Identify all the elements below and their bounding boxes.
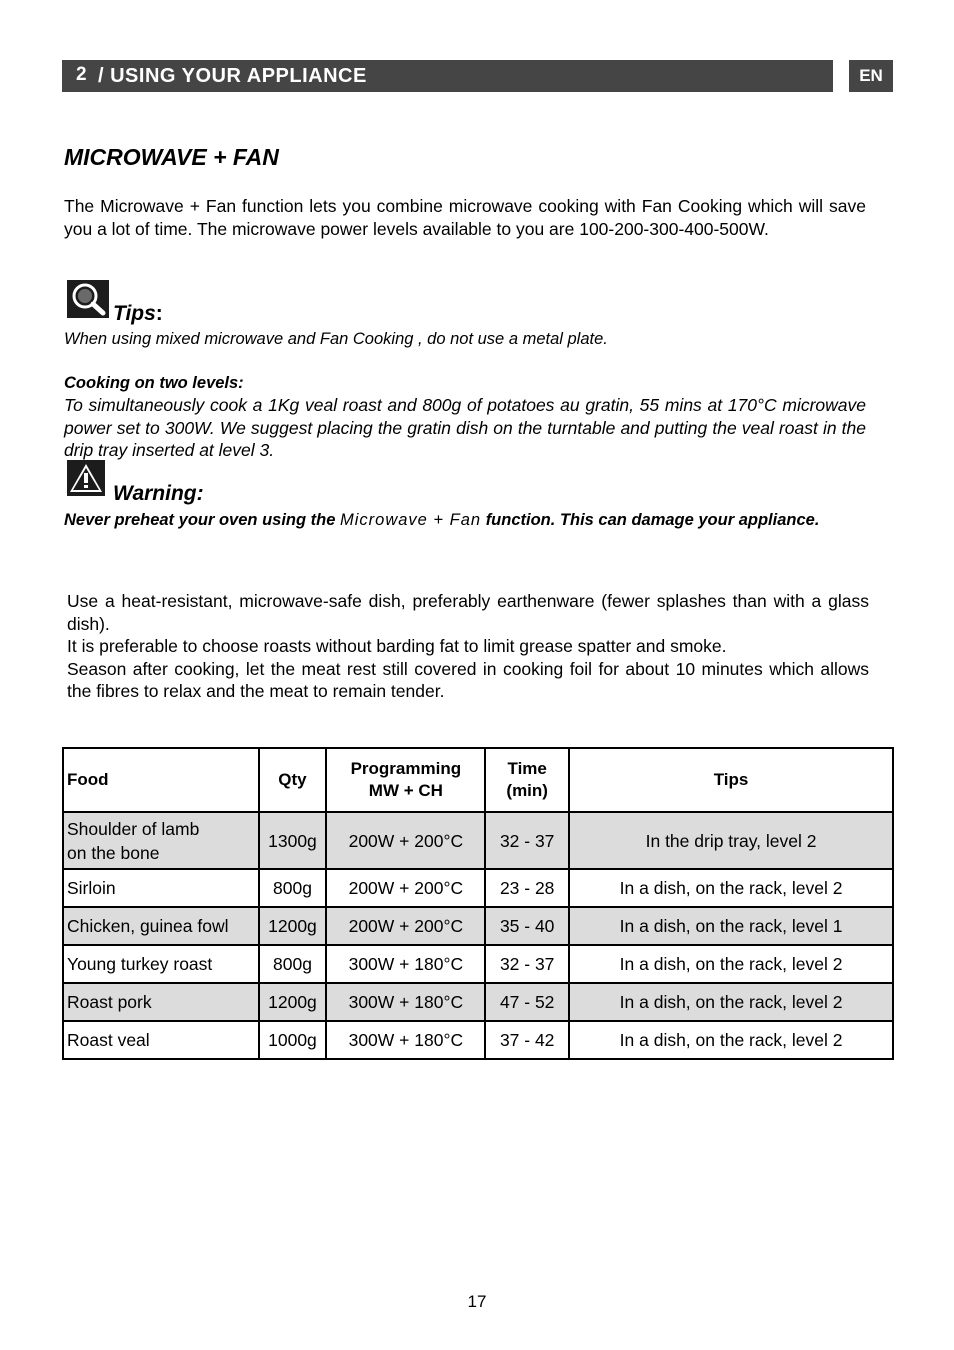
intro-paragraph: The Microwave + Fan function lets you combine microwave cooking with Fan Cooking which will save you a lot of time. The microwave power levels available to you are 100-200-300-400-500W. [64,196,866,239]
advice-line: It is preferable to choose roasts without barding fat to limit grease spatter and smoke. [67,636,727,656]
page-title: MICROWAVE + FAN [64,144,279,170]
header-programming: Programming MW + CH [326,748,485,812]
cell-programming: 200W + 200°C [326,869,485,907]
cell-qty: 800g [259,945,327,983]
cell-tips: In a dish, on the rack, level 2 [569,945,893,983]
two-levels-title: Cooking on two levels: [64,374,244,392]
cell-programming: 200W + 200°C [326,812,485,869]
advice-line: Use a heat-resistant, microwave-safe dish, preferably earthenware (fewer splashes than with a glass dish). [67,591,869,634]
section-header-bar [62,60,833,92]
cell-food: Sirloin [63,869,259,907]
table-row [63,1021,893,1059]
header-tips: Tips [569,748,893,812]
cell-qty: 1000g [259,1021,327,1059]
cell-tips: In a dish, on the rack, level 2 [569,1021,893,1059]
section-title: / USING YOUR APPLIANCE [98,65,367,87]
header-food: Food [63,748,259,812]
tips-label [113,302,163,326]
cell-food: Shoulder of lamb on the bone [63,812,259,869]
cooking-table [62,747,894,1060]
cell-tips: In a dish, on the rack, level 2 [569,983,893,1021]
tips-label-text: Tips [113,302,156,325]
two-levels-text: To simultaneously cook a 1Kg veal roast and 800g of potatoes au gratin, 55 mins at 170°C microwave power set to 300W. We suggest placing the gratin dish on the turntable and putting the veal roast in the drip tray inserted at level 3. [64,395,866,460]
warning-text-part3: function. This can damage your appliance. [485,511,820,529]
cell-programming: 300W + 180°C [326,983,485,1021]
cell-qty: 1300g [259,812,327,869]
cell-time: 47 - 52 [485,983,569,1021]
tips-text: When using mixed microwave and Fan Cooking , do not use a metal plate. [64,330,608,348]
table-header-row [63,748,893,812]
header-qty: Qty [259,748,327,812]
cell-tips: In a dish, on the rack, level 1 [569,907,893,945]
cell-programming: 300W + 180°C [326,1021,485,1059]
cell-food: Roast veal [63,1021,259,1059]
header-time: Time (min) [485,748,569,812]
table-row [63,812,893,869]
warning-triangle-icon [67,460,105,496]
warning-text [64,509,866,531]
magnifier-icon [67,280,109,318]
cell-qty: 1200g [259,983,327,1021]
cell-time: 32 - 37 [485,945,569,983]
cell-time: 32 - 37 [485,812,569,869]
warning-text-part1: Never preheat your oven using the [64,511,336,529]
table-row [63,983,893,1021]
cell-food: Roast pork [63,983,259,1021]
warning-label: Warning: [113,482,204,505]
warning-text-function: Microwave + Fan [340,511,482,529]
cell-programming: 300W + 180°C [326,945,485,983]
table-row [63,907,893,945]
cell-qty: 800g [259,869,327,907]
cell-food: Young turkey roast [63,945,259,983]
advice-block [67,590,869,703]
cell-time: 35 - 40 [485,907,569,945]
table-row [63,945,893,983]
cell-time: 37 - 42 [485,1021,569,1059]
section-number: 2 [76,64,87,85]
language-badge: EN [849,60,893,92]
cell-time: 23 - 28 [485,869,569,907]
cell-tips: In the drip tray, level 2 [569,812,893,869]
tips-label-colon: : [155,302,163,325]
cell-programming: 200W + 200°C [326,907,485,945]
cell-qty: 1200g [259,907,327,945]
cell-tips: In a dish, on the rack, level 2 [569,869,893,907]
advice-line: Season after cooking, let the meat rest still covered in cooking foil for about 10 minutes which allows the fibres to relax and the meat to remain tender. [67,658,869,701]
page-number: 17 [467,1292,487,1311]
cell-food: Chicken, guinea fowl [63,907,259,945]
table-row [63,869,893,907]
